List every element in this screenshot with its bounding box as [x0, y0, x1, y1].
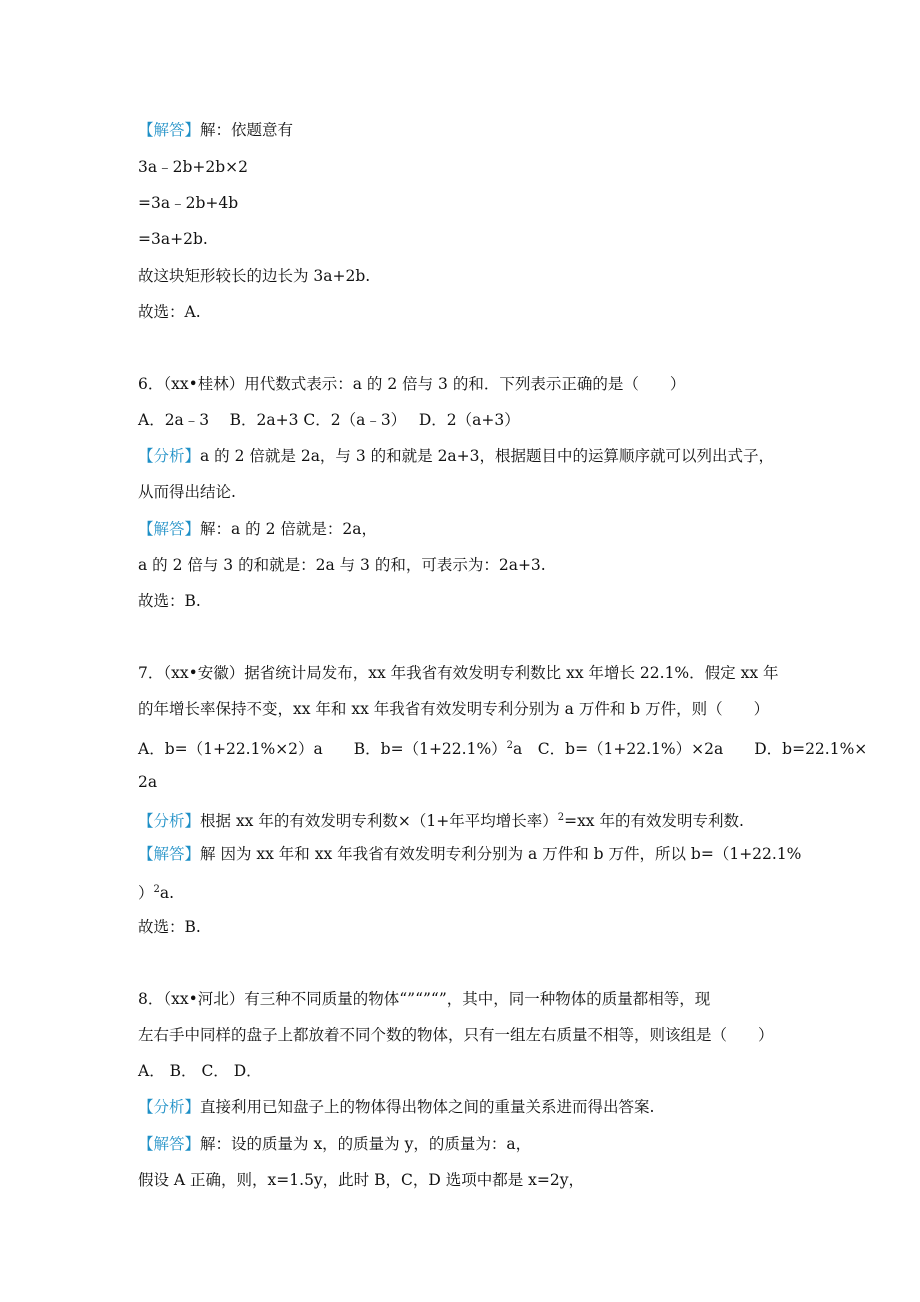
text-line: [138, 1025, 774, 1045]
line-text: ）: [138, 884, 154, 902]
text-line: [138, 120, 293, 140]
text-line: [138, 917, 201, 937]
line-text: 左右手中同样的盘子上都放着不同个数的物体，只有一组左右质量不相等，则该组是（ ）: [138, 1026, 774, 1044]
line-text: A． B． C． D．: [138, 1062, 262, 1080]
text-line: [138, 989, 710, 1009]
text-line: [138, 591, 201, 611]
text-line: [138, 772, 157, 792]
section-tag: 【解答】: [138, 845, 201, 863]
text-line: [138, 410, 520, 430]
text-line: [138, 302, 201, 322]
line-text: 的年增长率保持不变，xx 年和 xx 年我省有效发明专利分别为 a 万件和 b 万件，则（ ）: [138, 700, 770, 718]
superscript: 2: [506, 740, 514, 751]
section-tag: 【分析】: [138, 447, 201, 465]
text-line: [138, 374, 685, 394]
section-tag: 【解答】: [138, 520, 201, 538]
line-text: 从而得出结论.: [138, 483, 236, 501]
line-text: A．b=（1+22.1%×2）a B．b=（1+22.1%）: [138, 740, 507, 758]
text-line: [138, 880, 174, 903]
text-line: [138, 519, 377, 539]
text-line: [138, 482, 236, 502]
line-text: 直接利用已知盘子上的物体得出物体之间的重量关系进而得出答案.: [200, 1098, 655, 1116]
line-text: 6．（xx•桂林）用代数式表示：a 的 2 倍与 3 的和．下列表示正确的是（ ）: [138, 375, 686, 393]
section-tag: 【解答】: [138, 121, 201, 139]
text-line: [138, 1134, 531, 1154]
line-text: a 的 2 倍就是 2a，与 3 的和就是 2a+3，根据题目中的运算顺序就可以列出式子，: [200, 447, 775, 465]
line-text: 解：a 的 2 倍就是：2a，: [200, 520, 378, 538]
section-tag: 【分析】: [138, 812, 201, 830]
text-line: [138, 229, 208, 249]
text-line: [138, 736, 867, 759]
text-line: [138, 446, 774, 466]
text-line: [138, 555, 546, 575]
text-line: [138, 1170, 584, 1190]
text-line: [138, 157, 248, 177]
text-line: [138, 844, 801, 864]
line-text: 3a﹣2b+2b×2: [138, 158, 249, 176]
line-text: =3a+2b.: [138, 230, 208, 248]
line-text-continued: a.: [159, 884, 175, 902]
line-text: a 的 2 倍与 3 的和就是：2a 与 3 的和，可表示为：2a+3.: [138, 556, 546, 574]
line-text: 8．（xx•河北）有三种不同质量的物体“”“”“”，其中，同一种物体的质量都相等，现: [138, 990, 711, 1008]
superscript: 2: [153, 884, 160, 895]
line-text: 解：设的质量为 x，的质量为 y，的质量为：a，: [200, 1135, 532, 1153]
line-text: 解 因为 xx 年和 xx 年我省有效发明专利分别为 a 万件和 b 万件，所以 b=（1+22.1%: [200, 845, 802, 863]
text-line: [138, 1061, 262, 1081]
line-text: 7．（xx•安徽）据省统计局发布，xx 年我省有效发明专利数比 xx 年增长 22.1%．假定 xx 年: [138, 664, 779, 682]
line-text: 解：依题意有: [200, 121, 294, 139]
line-text: 根据 xx 年的有效发明专利数×（1+年平均增长率）: [200, 812, 558, 830]
line-text: 故选：B.: [138, 918, 201, 936]
line-text: A．2a﹣3 B．2a+3 C．2（a﹣3） D．2（a+3）: [138, 411, 520, 429]
line-text: 故选：B.: [138, 592, 201, 610]
line-text-continued: a C．b=（1+22.1%）×2a D．b=22.1%×: [513, 740, 868, 758]
text-line: [138, 699, 769, 719]
superscript: 2: [557, 812, 565, 823]
text-line: [138, 193, 238, 213]
text-line: [138, 808, 744, 831]
line-text: 假设 A 正确，则，x=1.5y，此时 B，C，D 选项中都是 x=2y，: [138, 1171, 584, 1189]
line-text: 2a: [138, 773, 158, 791]
text-line: [138, 663, 779, 683]
line-text: 故选：A.: [138, 303, 201, 321]
text-line: [138, 1097, 654, 1117]
line-text: =3a﹣2b+4b: [138, 194, 239, 212]
text-line: [138, 266, 370, 286]
line-text: 故这块矩形较长的边长为 3a+2b.: [138, 267, 371, 285]
line-text-continued: =xx 年的有效发明专利数.: [564, 812, 744, 830]
section-tag: 【解答】: [138, 1135, 201, 1153]
section-tag: 【分析】: [138, 1098, 201, 1116]
